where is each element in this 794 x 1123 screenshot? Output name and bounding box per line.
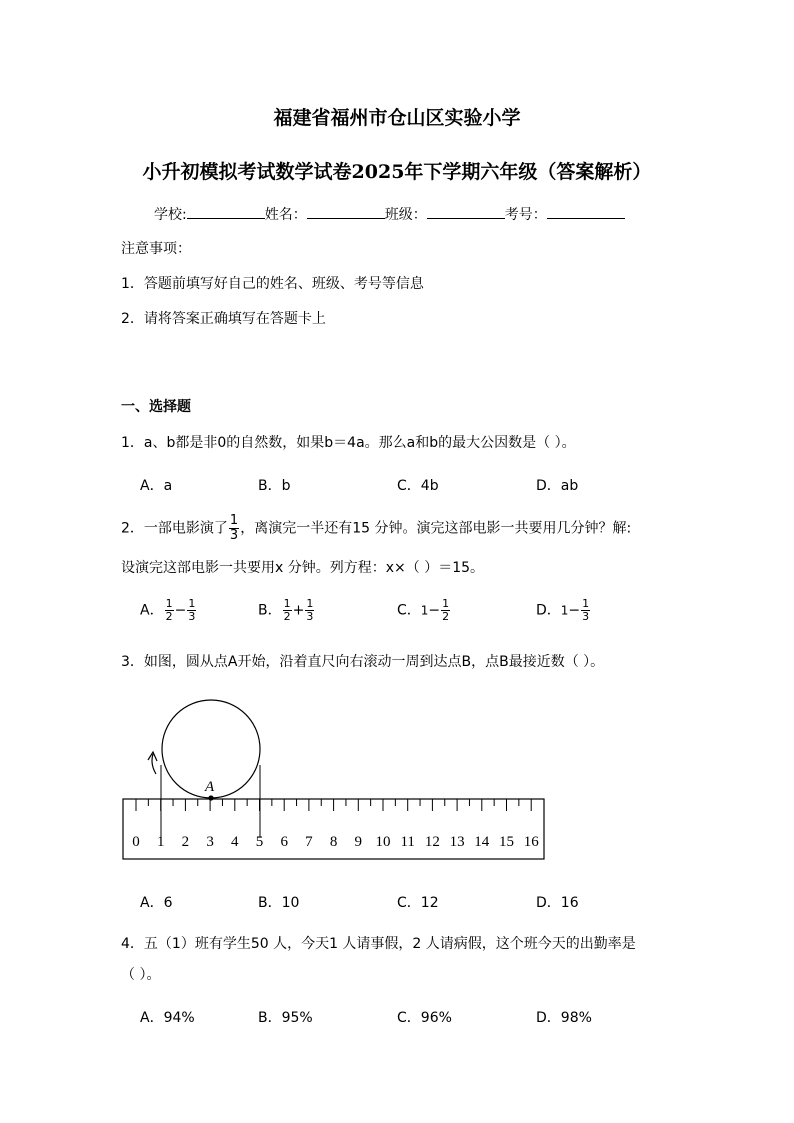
ruler-number: 0: [132, 834, 140, 850]
section-heading: 一、选择题: [121, 399, 191, 415]
page-subtitle: 小升初模拟考试数学试卷2025年下学期六年级（答案解析）: [142, 161, 652, 183]
q4-option-b[interactable]: B．95%: [258, 1010, 313, 1026]
ruler-number: 8: [329, 834, 338, 850]
q1-option-c[interactable]: C．4b: [397, 478, 439, 494]
name-field[interactable]: [307, 203, 385, 219]
ruler-number: 5: [255, 834, 264, 850]
ruler-number: 7: [305, 834, 313, 850]
question-2-line1: 2．一部电影演了 $\frac{1}{3}$ ，离演完一半还有15 分钟。演完这部电影一共要用几分钟？解:: [121, 513, 632, 543]
q3-option-d[interactable]: D．16: [536, 895, 579, 911]
ruler-number: 6: [280, 834, 288, 850]
page-title: 福建省福州市仓山区实验小学: [273, 107, 521, 129]
q1-option-b[interactable]: B．b: [258, 478, 291, 494]
q3-option-a[interactable]: A．6: [140, 895, 173, 911]
exam-number-field[interactable]: [547, 203, 625, 219]
school-label: 学校:: [154, 207, 187, 223]
name-label: 姓名：: [264, 207, 307, 223]
point-a-dot: [208, 795, 213, 800]
note-item: 1．答题前填写好自己的姓名、班级、考号等信息: [121, 276, 424, 292]
info-row: [154, 203, 625, 224]
class-field[interactable]: [427, 203, 505, 219]
ruler-number: 3: [206, 834, 214, 850]
ruler-circle-figure: [0, 690, 794, 870]
point-a-label: A: [205, 779, 215, 795]
question-4-line1: 4．五（1）班有学生50 人，今天1 人请事假，2 人请病假，这个班今天的出勤率是: [121, 936, 636, 952]
q3-option-c[interactable]: C．12: [397, 895, 439, 911]
ruler-number: 4: [231, 834, 239, 850]
question-1-text: 1．a、b都是非0的自然数，如果b＝4a。那么a和b的最大公因数是（ ）。: [121, 435, 576, 451]
ruler-number: 2: [181, 834, 190, 850]
ruler-number: 14: [474, 834, 490, 850]
q3-option-b[interactable]: B．10: [258, 895, 300, 911]
q2-option-d[interactable]: D．1− $\frac{1}{3}$: [536, 597, 590, 623]
fraction-one-third: $\frac{1}{3}$: [229, 513, 239, 543]
q2-option-b[interactable]: B． $\frac{1}{2}$ + $\frac{1}{3}$: [258, 597, 314, 623]
ruler-number: 15: [499, 834, 514, 850]
question-2-line2: 设演完这部电影一共要用x 分钟。列方程：x×（ ）＝15。: [121, 560, 485, 576]
ruler-number: 12: [424, 834, 440, 850]
q1-option-a[interactable]: A．a: [140, 478, 173, 494]
q2-option-c[interactable]: C．1− $\frac{1}{2}$: [397, 597, 450, 623]
question-3-text: 3．如图，圆从点A开始，沿着直尺向右滚动一周到达点B，点B最接近数（ ）。: [121, 654, 605, 670]
q4-option-a[interactable]: A．94%: [140, 1010, 195, 1026]
q2-option-a[interactable]: A． $\frac{1}{2}$ − $\frac{1}{3}$: [140, 597, 196, 623]
ruler-number: 13: [449, 834, 465, 850]
exam-number-label: 考号：: [504, 207, 547, 223]
ruler-number: 11: [400, 834, 415, 850]
ruler-ticks: [136, 799, 531, 811]
q4-option-c[interactable]: C．96%: [397, 1010, 452, 1026]
q4-option-d[interactable]: D．98%: [536, 1010, 592, 1026]
class-label: 班级：: [384, 207, 427, 223]
note-item: 2．请将答案正确填写在答题卡上: [121, 311, 326, 327]
q1-option-d[interactable]: D．ab: [536, 478, 579, 494]
question-4-line2: （ ）。: [121, 967, 161, 983]
ruler-number: 10: [375, 834, 391, 850]
ruler-number: 16: [523, 834, 539, 850]
ruler-number: 9: [354, 834, 363, 850]
ruler-number: 1: [156, 834, 165, 850]
school-field[interactable]: [187, 203, 265, 219]
ruler-numbers: [132, 834, 539, 850]
notes-heading: 注意事项：: [121, 241, 191, 257]
